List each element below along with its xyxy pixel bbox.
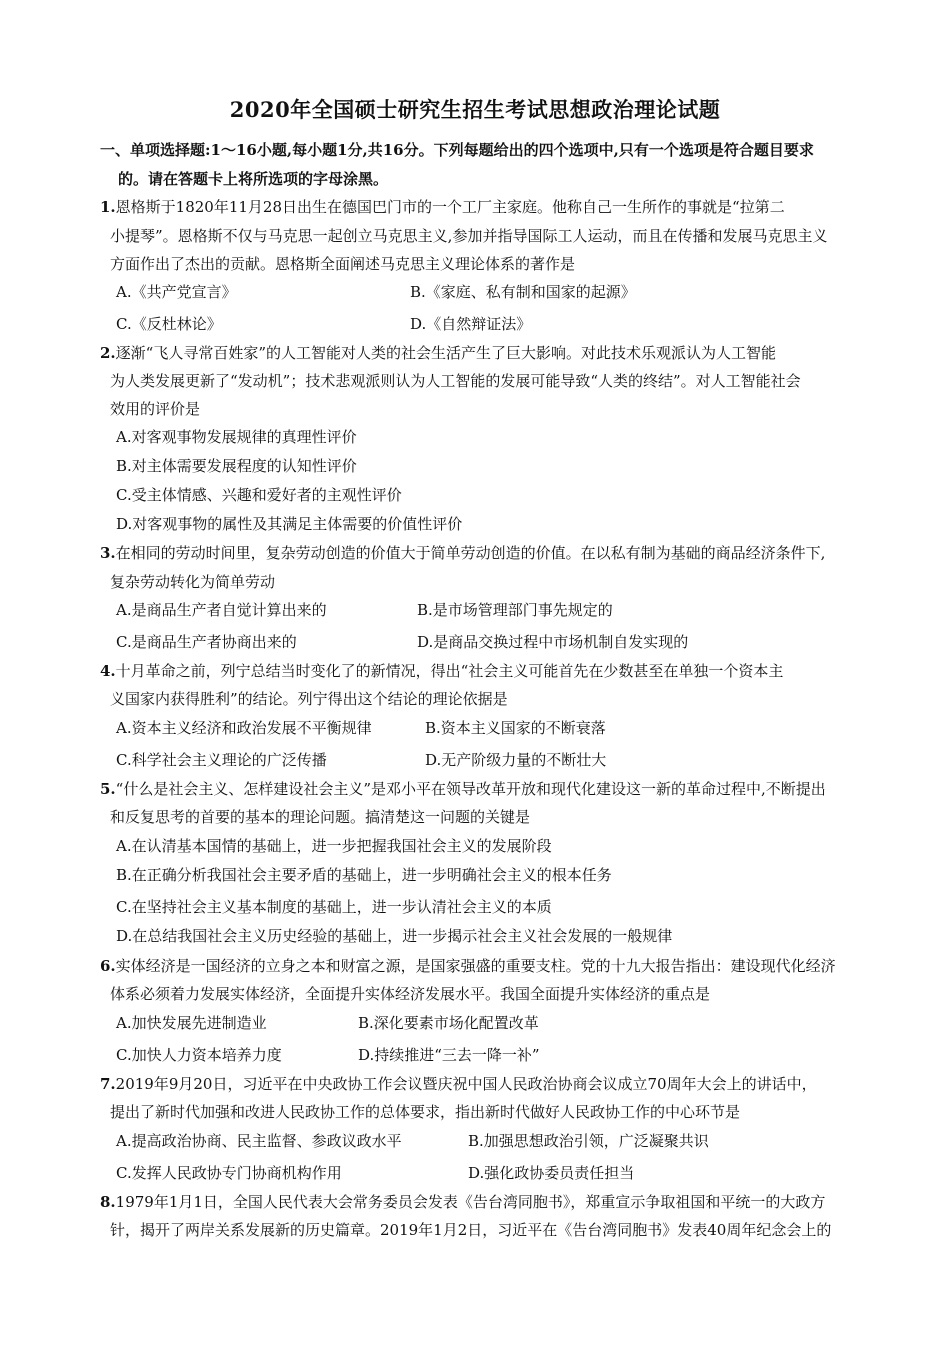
question-stem: “什么是社会主义、怎样建设社会主义”是邓小平在领导改革开放和现代化建设这一新的革命过程中,不断提出 [115,780,826,798]
question-7-option-d: D.强化政协委员责任担当 [468,1164,635,1182]
question-6-option-a: A.加快发展先进制造业 [116,1014,267,1032]
question-1-line-1 [100,197,785,217]
question-1-option-c: C.《反杜林论》 [116,315,222,333]
question-3-option-b: B.是市场管理部门事先规定的 [417,601,613,619]
question-7-option-c: C.发挥人民政协专门协商机构作用 [116,1164,342,1182]
question-number: 1. [100,198,116,216]
question-6-option-d: D.持续推进“三去一降一补” [358,1046,540,1064]
question-2-option-a: A.对客观事物发展规律的真理性评价 [116,428,357,446]
question-3-option-a: A.是商品生产者自觉计算出来的 [116,601,327,619]
question-stem: 实体经济是一国经济的立身之本和财富之源，是国家强盛的重要支柱。党的十九大报告指出：建设现代化经济 [115,957,836,975]
question-4-line-1 [100,661,783,681]
section-heading-line-2: 的。请在答题卡上将所选项的字母涂黑。 [118,170,389,188]
question-1-line-2: 小提琴”。恩格斯不仅与马克思一起创立马克思主义,参加并指导国际工人运动，而且在传播和发展马克思主义 [110,227,828,245]
question-5-option-b: B.在正确分析我国社会主要矛盾的基础上，进一步明确社会主义的根本任务 [116,866,612,884]
question-6-line-2: 体系必须着力发展实体经济，全面提升实体经济发展水平。我国全面提升实体经济的重点是 [110,985,711,1003]
question-2-line-3: 效用的评价是 [110,400,201,418]
question-2-option-c: C.受主体情感、兴趣和爱好者的主观性评价 [116,486,402,504]
question-7-option-a: A.提高政治协商、民主监督、参政议政水平 [116,1132,402,1150]
section-heading-line-1: 一、单项选择题:1～16小题,每小题1分,共16分。下列每题给出的四个选项中,只有一个选项是符合题目要求 [100,141,814,159]
question-stem: 1979年1月1日，全国人民代表大会常务委员会发表《告台湾同胞书》，郑重宣示争取祖国和平统一的大政方 [115,1193,826,1211]
question-stem: 逐渐“飞人寻常百姓家”的人工智能对人类的社会生活产生了巨大影响。对此技术乐观派认为人工智能 [115,344,777,362]
question-6-line-1 [100,956,836,976]
question-2-line-2: 为人类发展更新了“发动机”；技术悲观派则认为人工智能的发展可能导致“人类的终结”。对人工智能社会 [110,372,801,390]
question-7-option-b: B.加强思想政治引领，广泛凝聚共识 [468,1132,709,1150]
question-1-line-3: 方面作出了杰出的贡献。恩格斯全面阐述马克思主义理论体系的著作是 [110,255,576,273]
question-stem: 十月革命之前，列宁总结当时变化了的新情况，得出“社会主义可能首先在少数甚至在单独一个资本主 [115,662,784,680]
question-3-option-c: C.是商品生产者协商出来的 [116,633,297,651]
question-number: 5. [100,780,116,798]
question-8-line-2: 针，揭开了两岸关系发展新的历史篇章。2019年1月2日，习近平在《告台湾同胞书》发表40周年纪念会上的 [110,1221,832,1239]
question-5-option-c: C.在坚持社会主义基本制度的基础上，进一步认清社会主义的本质 [116,898,552,916]
question-7-line-1 [100,1074,817,1094]
question-number: 3. [100,544,116,562]
question-6-option-c: C.加快人力资本培养力度 [116,1046,282,1064]
question-1-option-d: D.《自然辩证法》 [410,315,532,333]
question-stem: 在相同的劳动时间里，复杂劳动创造的价值大于简单劳动创造的价值。在以私有制为基础的商品经济条件下, [115,544,826,562]
question-4-option-b: B.资本主义国家的不断衰落 [425,719,606,737]
question-3-line-1 [100,543,825,563]
question-3-option-d: D.是商品交换过程中市场机制自发实现的 [417,633,689,651]
question-5-line-1 [100,779,826,799]
question-3-line-2: 复杂劳动转化为简单劳动 [110,573,276,591]
question-5-line-2: 和反复思考的首要的基本的理论问题。搞清楚这一问题的关键是 [110,808,531,826]
question-1-option-b: B.《家庭、私有制和国家的起源》 [410,283,636,301]
question-5-option-a: A.在认清基本国情的基础上，进一步把握我国社会主义的发展阶段 [116,837,552,855]
question-stem: 2019年9月20日，习近平在中央政协工作会议暨庆祝中国人民政治协商会议成立70周年大会上的讲话中， [115,1075,817,1093]
question-stem: 恩格斯于1820年11月28日出生在德国巴门市的一个工厂主家庭。他称自己一生所作的事就是“拉第二 [115,198,785,216]
question-4-option-a: A.资本主义经济和政治发展不平衡规律 [116,719,372,737]
question-2-option-d: D.对客观事物的属性及其满足主体需要的价值性评价 [116,515,463,533]
page-title: 2020年全国硕士研究生招生考试思想政治理论试题 [229,97,721,122]
question-4-option-d: D.无产阶级力量的不断壮大 [425,751,607,769]
question-4-line-2: 义国家内获得胜利”的结论。列宁得出这个结论的理论依据是 [110,690,508,708]
question-1-option-a: A.《共产党宣言》 [116,283,237,301]
question-number: 8. [100,1193,116,1211]
question-2-line-1 [100,343,776,363]
question-4-option-c: C.科学社会主义理论的广泛传播 [116,751,327,769]
question-number: 6. [100,957,116,975]
question-6-option-b: B.深化要素市场化配置改革 [358,1014,539,1032]
question-number: 4. [100,662,116,680]
question-8-line-1 [100,1192,825,1212]
question-2-option-b: B.对主体需要发展程度的认知性评价 [116,457,357,475]
question-number: 2. [100,344,116,362]
question-7-line-2: 提出了新时代加强和改进人民政协工作的总体要求，指出新时代做好人民政协工作的中心环节是 [110,1103,741,1121]
question-5-option-d: D.在总结我国社会主义历史经验的基础上，进一步揭示社会主义社会发展的一般规律 [116,927,673,945]
question-number: 7. [100,1075,116,1093]
